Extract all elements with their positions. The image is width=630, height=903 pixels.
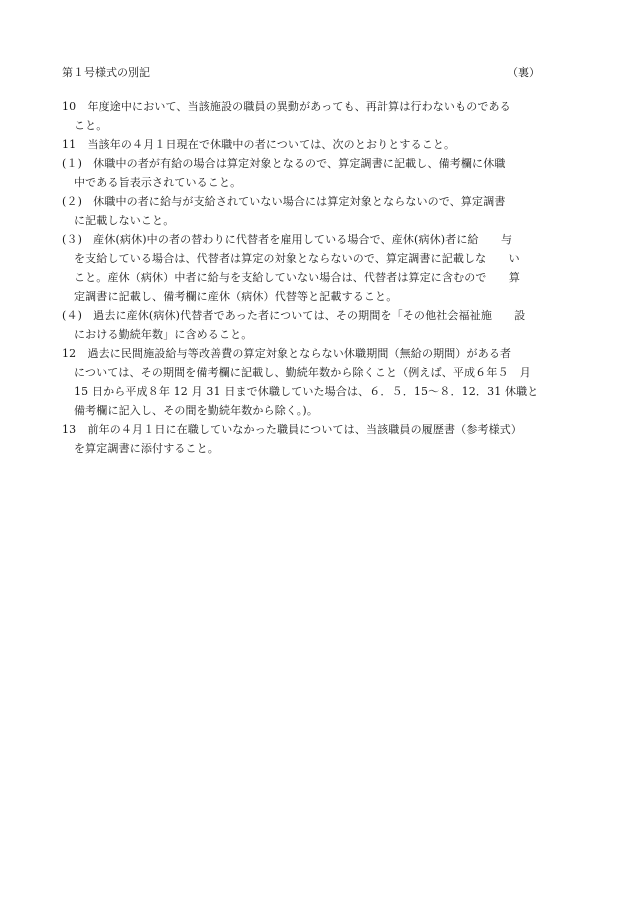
item-11-sub-2 [62, 192, 562, 230]
text-line: 12 過去に民間施設給与等改善費の算定対象とならない休職期間（無給の期間）がある者 [62, 347, 512, 360]
item-11 [62, 135, 562, 154]
item-11-sub-3 [62, 230, 562, 306]
form-title: 第１号様式の別記 [62, 66, 150, 79]
text-line: に記載しないこと。 [74, 214, 175, 227]
item-12 [62, 344, 562, 420]
page-side-label: （裏） [507, 66, 540, 79]
text-line: 備考欄に記入し、その間を勤続年数から除く。)。 [74, 404, 319, 417]
text-line: (４) 過去に産休(病休)代替者であった者については、その期間を「その他社会福祉施 設 [62, 309, 526, 322]
text-line: 10 年度途中において、当該施設の職員の異動があっても、再計算は行わないものである [62, 100, 511, 113]
text-line: 11 当該年の４月１日現在で休職中の者については、次のとおりとすること。 [62, 138, 456, 151]
item-11-sub-1 [62, 154, 562, 192]
text-line: 13 前年の４月１日に在職していなかった職員については、当該職員の履歴書（参考様式） [62, 423, 523, 436]
text-line: こと。産休（病休）中者に給与を支給していない場合は、代替者は算定に含むので 算 [74, 271, 520, 284]
text-line: (１) 休職中の者が有給の場合は算定対象となるので、算定調書に記載し、備考欄に休職 [62, 157, 506, 170]
item-11-sub-4 [62, 306, 562, 344]
document-body [62, 97, 562, 458]
text-line: (３) 産休(病休)中の者の替わりに代替者を雇用している場合で、産休(病休)者に給 与 [62, 233, 513, 246]
text-line: (２) 休職中の者に給与が支給されていない場合には算定対象とならないので、算定調書 [62, 195, 506, 208]
page-header [62, 64, 540, 82]
item-10 [62, 97, 562, 135]
text-line: を算定調書に添付すること。 [74, 442, 219, 455]
text-line: を支給している場合は、代替者は算定の対象とならないので、算定調書に記載しな い [74, 252, 520, 265]
text-line: については、その期間を備考欄に記載し、勤続年数から除くこと（例えば、平成６年５ 月 [74, 366, 531, 379]
text-line: 定調書に記載し、備考欄に産休（病休）代替等と記載すること。 [74, 290, 398, 303]
text-line: における勤続年数」に含めること。 [74, 328, 253, 341]
text-line: 15 日から平成８年 12 月 31 日まで休職していた場合は、６．５．15～８．12．31 休職と [74, 385, 539, 398]
text-line: こと。 [74, 119, 108, 132]
text-line: 中である旨表示されていること。 [74, 176, 242, 189]
item-13 [62, 420, 562, 458]
